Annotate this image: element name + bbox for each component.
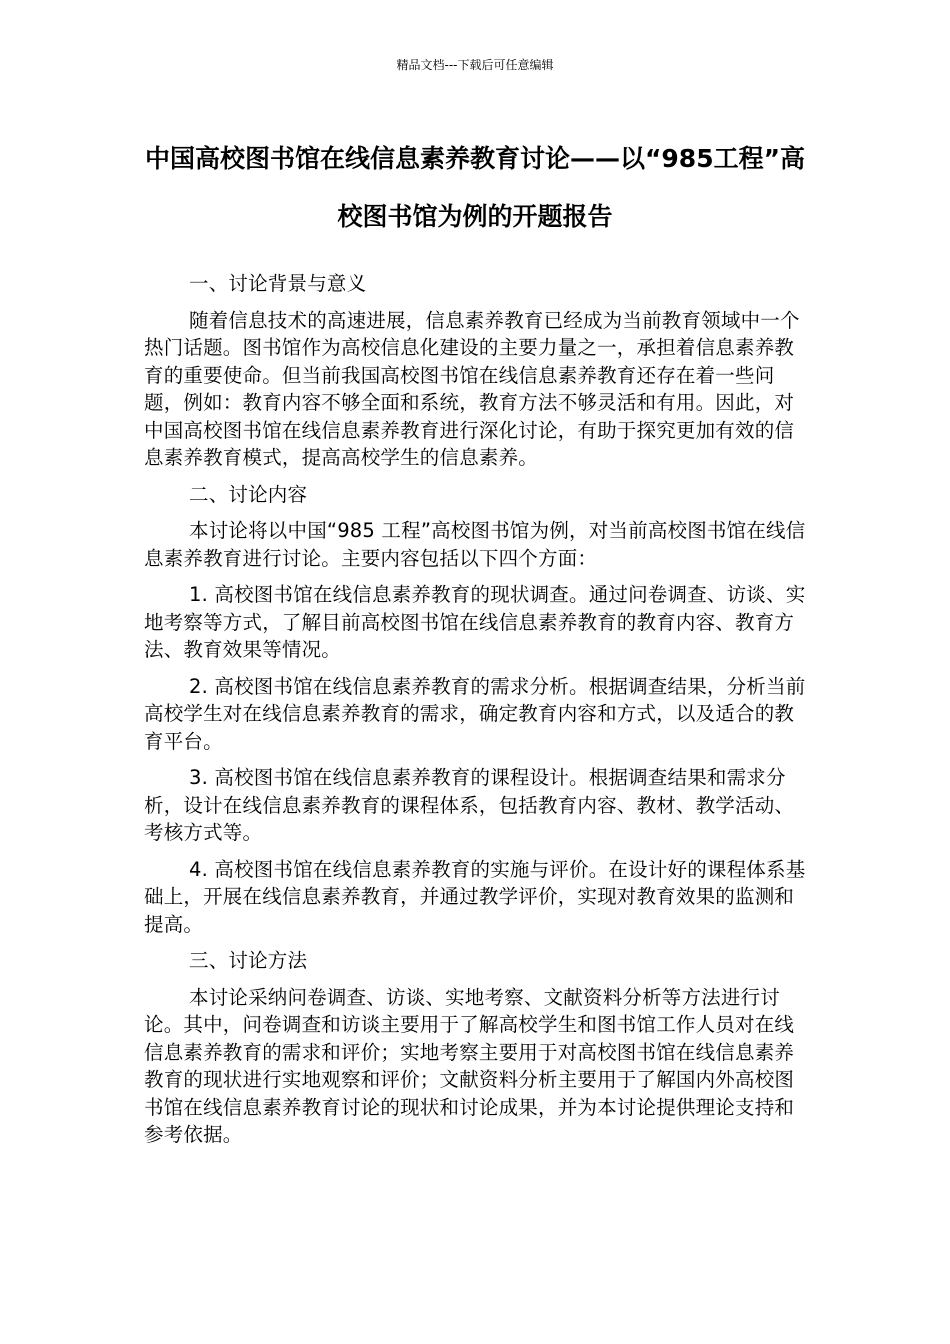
body-paragraph: 本讨论将以中国“985 工程”高校图书馆为例，对当前高校图书馆在线信息素养教育进行讨论。主要内容包括以下四个方面： xyxy=(144,519,806,570)
list-item-paragraph: 3. 高校图书馆在线信息素养教育的课程设计。根据调查结果和需求分析，设计在线信息素养教育的课程体系，包括教育内容、教材、教学活动、考核方式等。 xyxy=(144,766,795,844)
body-paragraph: 本讨论采纳问卷调查、访谈、实地考察、文献资料分析等方法进行讨论。其中，问卷调查和访谈主要用于了解高校学生和图书馆工作人员对在线信息素养教育的需求和评价；实地考察主要用于对高校图书馆在线信息素养教育的现状进行实地观察和评价；文献资料分析主要用于了解国内外高校图书馆在线信息素养教育讨论的现状和讨论成果，并为本讨论提供理论支持和参考依据。 xyxy=(144,985,795,1146)
list-item-paragraph: 2. 高校图书馆在线信息素养教育的需求分析。根据调查结果，分析当前高校学生对在线信息素养教育的需求，确定教育内容和方式，以及适合的教育平台。 xyxy=(144,674,806,753)
section-heading: 三、讨论方法 xyxy=(189,949,308,972)
section-heading: 一、讨论背景与意义 xyxy=(189,272,367,295)
document-body xyxy=(144,270,810,1158)
page-header: 精品文档---下载后可任意编辑 xyxy=(396,58,554,72)
list-item-paragraph: 1. 高校图书馆在线信息素养教育的现状调查。通过问卷调查、访谈、实地考察等方式，了解目前高校图书馆在线信息素养教育的教育内容、教育方法、教育效果等情况。 xyxy=(144,583,806,661)
list-item-paragraph: 4. 高校图书馆在线信息素养教育的实施与评价。在设计好的课程体系基础上，开展在线信息素养教育，并通过教学评价，实现对教育效果的监测和提高。 xyxy=(144,857,806,936)
body-paragraph: 随着信息技术的高速进展，信息素养教育已经成为当前教育领域中一个热门话题。图书馆作为高校信息化建设的主要力量之一，承担着信息素养教育的重要使命。但当前我国高校图书馆在线信息素养教育还存在着一些问题，例如：教育内容不够全面和系统，教育方法不够灵活和有用。因此，对中国高校图书馆在线信息素养教育进行深化讨论，有助于探究更加有效的信息素养教育模式，提高高校学生的信息素养。 xyxy=(144,308,800,469)
document-title: 中国高校图书馆在线信息素养教育讨论——以“985工程”高校图书馆为例的开题报告 xyxy=(144,144,806,231)
section-heading: 二、讨论内容 xyxy=(189,482,308,506)
